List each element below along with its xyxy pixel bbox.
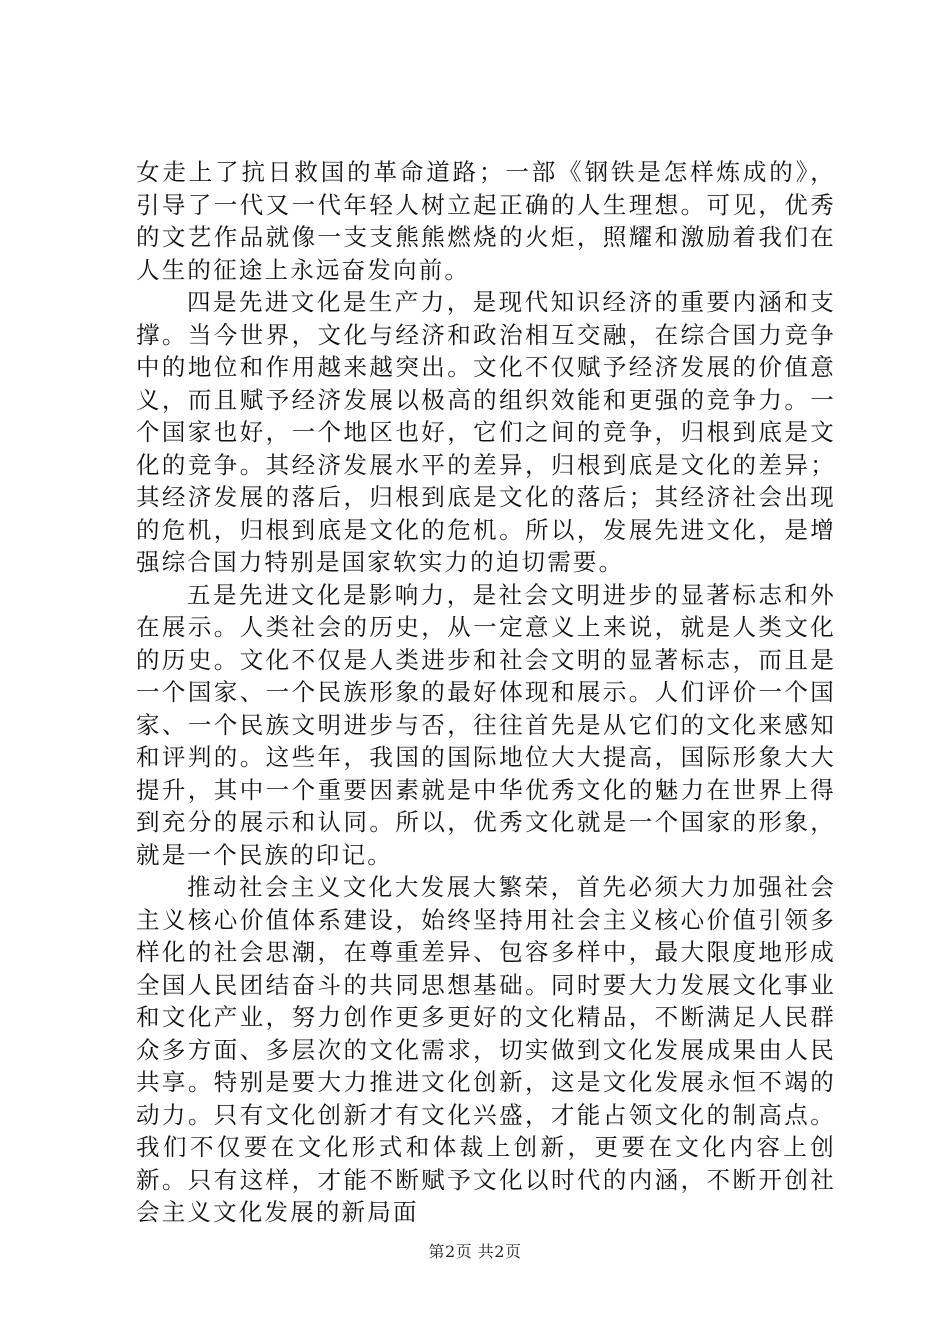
page-number-label: 第2页 共2页 — [428, 1242, 522, 1261]
paragraph-1: 女走上了抗日救国的革命道路；一部《钢铁是怎样炼成的》，引导了一代又一代年轻人树立起正确的人生理想。可见，优秀的文艺作品就像一支支熊熊燃烧的火炬，照耀和激励着我们在人生的征途上永远奋发向前。 — [136, 158, 836, 284]
paragraph-2: 四是先进文化是生产力，是现代知识经济的重要内涵和支撑。当今世界，文化与经济和政治相互交融，在综合国力竞争中的地位和作用越来越突出。文化不仅赋予经济发展的价值意义，而且赋予经济发展以极高的组织效能和更强的竞争力。一个国家也好，一个地区也好，它们之间的竞争，归根到底是文化的竞争。其经济发展水平的差异，归根到底是文化的差异；其经济发展的落后，归根到底是文化的落后；其经济社会出现的危机，归根到底是文化的危机。所以，发展先进文化，是增强综合国力特别是国家软实力的迫切需要。 — [136, 288, 836, 576]
page-footer — [0, 1242, 950, 1262]
paragraph-4: 推动社会主义文化大发展大繁荣，首先必须大力加强社会主义核心价值体系建设，始终坚持用社会主义核心价值引领多样化的社会思潮，在尊重差异、包容多样中，最大限度地形成全国人民团结奋斗的共同思想基础。同时要大力发展文化事业和文化产业，努力创作更多更好的文化精品，不断满足人民群众多方面、多层次的文化需求，切实做到文化发展成果由人民共享。特别是要大力推进文化创新，这是文化发展永恒不竭的动力。只有文化创新才有文化兴盛，才能占领文化的制高点。我们不仅要在文化形式和体裁上创新，更要在文化内容上创新。只有这样，才能不断赋予文化以时代的内涵，不断开创社会主义文化发展的新局面 — [136, 873, 836, 1226]
paragraph-3: 五是先进文化是影响力，是社会文明进步的显著标志和外在展示。人类社会的历史，从一定意义上来说，就是人类文化的历史。文化不仅是人类进步和社会文明的显著标志，而且是一个国家、一个民族形象的最好体现和展示。人们评价一个国家、一个民族文明进步与否，往往首先是从它们的文化来感知和评判的。这些年，我国的国际地位大大提高，国际形象大大提升，其中一个重要因素就是中华优秀文化的魅力在世界上得到充分的展示和认同。所以，优秀文化就是一个国家的形象，就是一个民族的印记。 — [136, 580, 836, 869]
document-body — [136, 156, 836, 1229]
